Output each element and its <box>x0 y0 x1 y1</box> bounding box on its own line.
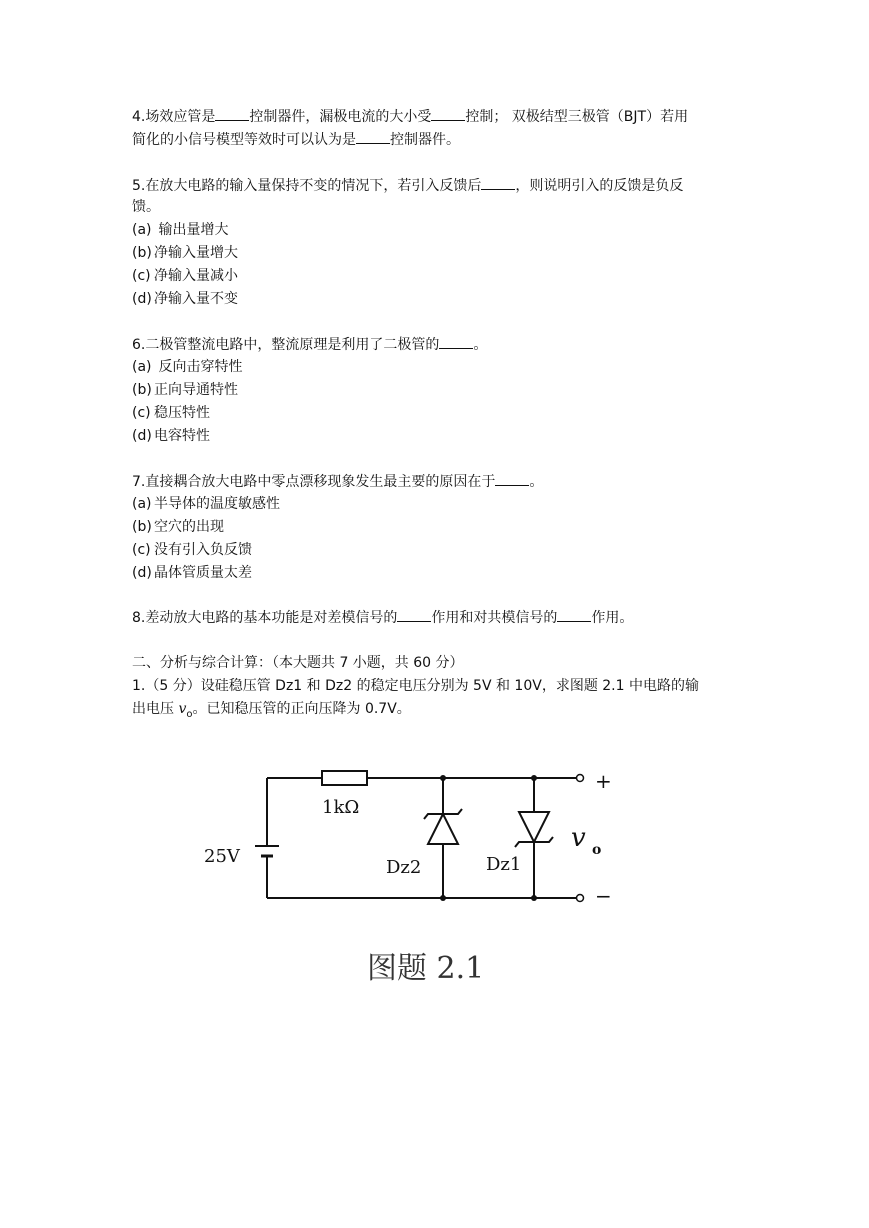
text: ，则说明引入的反馈是负反 <box>515 178 684 194</box>
text: 6.二极管整流电路中，整流原理是利用了二极管的 <box>132 337 440 353</box>
q5-line2: 馈。 <box>132 199 160 215</box>
q8-line1 <box>132 607 633 628</box>
junction-dot <box>440 775 446 781</box>
section-heading: 二、分析与综合计算：（本大题共 7 小题，共 60 分） <box>132 655 464 671</box>
blank <box>495 471 529 486</box>
option-text: 没有引入负反馈 <box>154 542 252 558</box>
option-letter: (d) <box>132 565 152 581</box>
option-letter: (b) <box>132 382 152 398</box>
text: 7.直接耦合放大电路中零点漂移现象发生最主要的原因在于 <box>132 474 496 490</box>
option-letter: (c) <box>132 268 151 284</box>
option-text: 空穴的出现 <box>154 519 224 535</box>
blank <box>397 607 431 622</box>
option-text: 输出量增大 <box>154 222 229 238</box>
source-label: 25V <box>204 846 240 867</box>
q7-option-a <box>132 494 280 514</box>
junction-dot <box>531 895 537 901</box>
vo-label: v <box>571 823 586 853</box>
text: 控制； 双极结型三极管（BJT）若用 <box>465 109 689 125</box>
text: 。已知稳压管的正向压降为 0.7V。 <box>192 701 411 717</box>
problem1-line2 <box>132 699 411 725</box>
blank <box>439 334 473 349</box>
option-text: 净输入量减小 <box>154 268 238 284</box>
q6-line1 <box>132 334 487 355</box>
text: 控制器件，漏极电流的大小受 <box>249 109 432 125</box>
q5-option-c <box>132 266 238 286</box>
resistor-symbol <box>322 771 367 785</box>
option-letter: (d) <box>132 291 152 307</box>
option-letter: (b) <box>132 245 152 261</box>
blank <box>356 129 390 144</box>
text: 8.差动放大电路的基本功能是对差模信号的 <box>132 610 398 626</box>
vo-subscript-label: o <box>592 842 602 858</box>
q4-line1 <box>132 106 688 127</box>
q7-option-b <box>132 517 224 537</box>
option-letter: (d) <box>132 428 152 444</box>
text: 。 <box>473 337 488 353</box>
option-text: 晶体管质量太差 <box>154 565 252 581</box>
q5-option-b <box>132 243 238 263</box>
vo-symbol: v <box>178 701 187 717</box>
text: 4.场效应管是 <box>132 109 216 125</box>
plus-label: + <box>595 769 612 793</box>
q6-option-a <box>132 357 242 377</box>
junction-dot <box>531 775 537 781</box>
q4-line2 <box>132 129 460 150</box>
circuit-diagram <box>190 760 630 920</box>
dz1-label: Dz1 <box>486 854 522 875</box>
q6-option-c <box>132 403 210 423</box>
text: 控制器件。 <box>390 132 460 148</box>
option-text: 反向击穿特性 <box>154 359 243 375</box>
q7-option-d <box>132 563 252 583</box>
blank <box>481 175 515 190</box>
option-letter: (a) <box>132 359 152 375</box>
option-letter: (c) <box>132 405 151 421</box>
q5-option-d <box>132 289 238 309</box>
dz2-triangle <box>428 814 458 844</box>
problem1-line1: 1.（5 分）设硅稳压管 Dz1 和 Dz2 的稳定电压分别为 5V 和 10V，求图题 2.1 中电路的输 <box>132 678 699 694</box>
q6-option-d <box>132 426 210 446</box>
q5-line1 <box>132 175 683 196</box>
option-text: 正向导通特性 <box>154 382 238 398</box>
option-letter: (b) <box>132 519 152 535</box>
vo-subscript: o <box>186 708 193 720</box>
minus-label: − <box>595 884 612 908</box>
option-letter: (a) <box>132 222 152 238</box>
junction-dot <box>440 895 446 901</box>
text: 5.在放大电路的输入量保持不变的情况下，若引入反馈后 <box>132 178 482 194</box>
text: 。 <box>529 474 544 490</box>
blank <box>557 607 591 622</box>
figure-caption: 图题 2.1 <box>367 951 485 986</box>
text: 作用。 <box>591 610 634 626</box>
q7-line1 <box>132 471 543 492</box>
option-text: 净输入量增大 <box>154 245 238 261</box>
option-text: 稳压特性 <box>154 405 210 421</box>
option-letter: (c) <box>132 542 151 558</box>
option-letter: (a) <box>132 496 152 512</box>
option-text: 电容特性 <box>154 428 210 444</box>
dz2-label: Dz2 <box>386 857 422 878</box>
option-text: 半导体的温度敏感性 <box>154 496 280 512</box>
terminal-plus <box>577 775 584 782</box>
blank <box>215 106 249 121</box>
text: 简化的小信号模型等效时可以认为是 <box>132 132 356 148</box>
resistor-label: 1kΩ <box>322 797 360 818</box>
text: 作用和对共模信号的 <box>431 610 558 626</box>
dz1-triangle <box>519 812 549 842</box>
q5-option-a <box>132 220 228 240</box>
text: 出电压 <box>132 701 179 717</box>
blank <box>431 106 465 121</box>
q6-option-b <box>132 380 238 400</box>
q7-option-c <box>132 540 252 560</box>
option-text: 净输入量不变 <box>154 291 238 307</box>
terminal-minus <box>577 895 584 902</box>
